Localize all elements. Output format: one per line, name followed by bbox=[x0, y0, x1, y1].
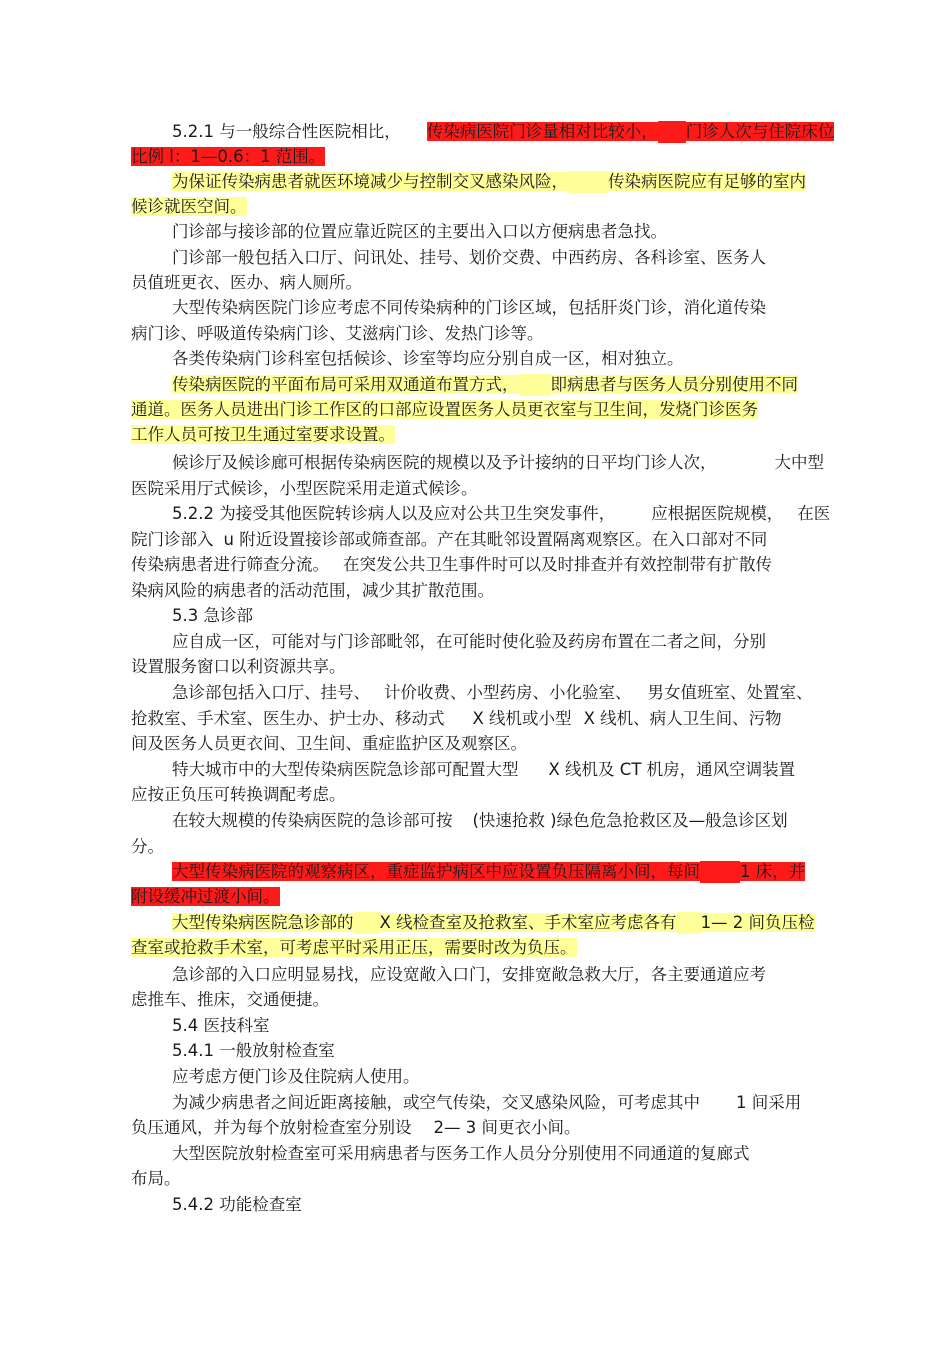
para-wait-line1 bbox=[172, 452, 824, 474]
para-text: X 线机、病人卫生间、污物 bbox=[583, 709, 782, 728]
para-er7-line2 bbox=[131, 989, 329, 1011]
heading-5-4-2 bbox=[172, 1194, 302, 1216]
para-text: 布局。 bbox=[131, 1169, 181, 1188]
para-er6-line1 bbox=[172, 912, 815, 934]
para-rad2-line2 bbox=[131, 1117, 581, 1139]
highlight-red: 大型传染病医院的观察病区，重症监护病区中应设置负压隔离小间，每间 bbox=[172, 862, 700, 881]
highlight-red: 1 床，并 bbox=[740, 862, 806, 881]
para-er5-line1 bbox=[172, 861, 805, 883]
para-text: 在较大规模的传染病医院的急诊部可按 bbox=[172, 811, 453, 830]
highlight-yellow: 工作人员可按卫生通过室要求设置。 bbox=[131, 425, 395, 444]
para-text: 门诊部与接诊部的位置应靠近院区的主要出入口以方便病患者急找。 bbox=[172, 222, 667, 241]
para-text: 急诊部的入口应明显易找，应设宽敞入口门，安排宽敞急救大厅，各主要通道应考 bbox=[172, 965, 766, 984]
para-5-2-1-line2 bbox=[131, 146, 325, 168]
highlight-yellow: 1— 2 间负压检 bbox=[700, 913, 815, 932]
heading-5-4-1 bbox=[172, 1040, 335, 1062]
para-dual-line1 bbox=[172, 374, 798, 396]
para-text: X 线机或小型 bbox=[472, 709, 572, 728]
highlight-yellow: 传染病医院的平面布局可采用双通道布置方式， bbox=[172, 375, 519, 394]
para-text: 5.2.2 为接受其他医院转诊病人以及应对公共卫生突发事件， bbox=[172, 504, 616, 523]
para-text: 负压通风，并为每个放射检查室分别设 bbox=[131, 1118, 412, 1137]
heading-text: 5.3 急诊部 bbox=[172, 606, 253, 625]
para-text: 各类传染病门诊科室包括候诊、诊室等均应分别自成一区，相对独立。 bbox=[172, 349, 684, 368]
para-er4-line2 bbox=[131, 836, 164, 858]
heading-text: 5.4.1 一般放射检查室 bbox=[172, 1041, 335, 1060]
para-opd-line2 bbox=[131, 272, 362, 294]
highlight-red: 比例 l：1—0.6：1 范围。 bbox=[131, 147, 326, 166]
para-text: 大型医院放射检查室可采用病患者与医务工作人员分分别使用不同通道的复廊式 bbox=[172, 1144, 750, 1163]
para-text: u 附近设置接诊部或筛查部。产在其毗邻设置隔离观察区。在入口部对不同 bbox=[223, 530, 768, 549]
para-wait-line2 bbox=[131, 478, 478, 500]
para-text: 分。 bbox=[131, 837, 164, 856]
para-rad3-line2 bbox=[131, 1168, 181, 1190]
para-text: 急诊部包括入口厅、挂号、 bbox=[172, 683, 370, 702]
para-text: 5.2.1 与一般综合性医院相比， bbox=[172, 122, 401, 141]
para-dual-line2 bbox=[131, 399, 758, 421]
heading-5-3 bbox=[172, 605, 253, 627]
para-rad3-line1 bbox=[172, 1143, 750, 1165]
highlight-yellow: 传染病医院应有足够的室内 bbox=[608, 172, 806, 191]
para-er3-line2 bbox=[131, 784, 346, 806]
para-text: 应根据医院规模， bbox=[651, 504, 784, 523]
para-er5-line2 bbox=[131, 886, 280, 908]
para-er2-line2 bbox=[131, 708, 782, 730]
para-text: 男女值班室、处置室、 bbox=[647, 683, 813, 702]
para-text: 虑推车、推床，交通便捷。 bbox=[131, 990, 329, 1009]
highlight-yellow: X 线检查室及抢救室、手术室应考虑各有 bbox=[379, 913, 677, 932]
para-text: 候诊厅及候诊廊可根据传染病医院的规模以及予计接纳的日平均门诊人次， bbox=[172, 453, 717, 472]
para-er7-line1 bbox=[172, 964, 766, 986]
para-zones-line2 bbox=[131, 323, 544, 345]
para-dual-line3 bbox=[131, 424, 395, 446]
heading-text: 5.4.2 功能检查室 bbox=[172, 1195, 302, 1214]
para-5-2-1-line1 bbox=[172, 121, 834, 143]
para-independent bbox=[172, 348, 684, 370]
highlight-yellow: 查室或抢救手术室，可考虑平时采用正压，需要时改为负压。 bbox=[131, 938, 577, 957]
highlight-red: 传染病医院门诊量相对比较小， bbox=[426, 122, 658, 141]
highlight-red: 门诊人次与住院床位 bbox=[685, 122, 835, 141]
para-text: 大中型 bbox=[774, 453, 824, 472]
para-er1-line1 bbox=[172, 631, 766, 653]
para-text: 应自成一区，可能对与门诊部毗邻，在可能时使化验及药房布置在二者之间，分别 bbox=[172, 632, 766, 651]
para-5-2-2-line2 bbox=[131, 529, 767, 551]
para-er3-line1 bbox=[172, 759, 795, 781]
para-zones-line1 bbox=[172, 297, 766, 319]
para-text: 1 间采用 bbox=[736, 1093, 802, 1112]
para-text: 2— 3 间更衣小间。 bbox=[433, 1118, 581, 1137]
para-5-2-2-line4 bbox=[131, 580, 494, 602]
para-5-2-2-line3 bbox=[131, 554, 772, 576]
highlight-red: 附设缓冲过渡小间。 bbox=[131, 887, 280, 906]
para-text: 应按正负压可转换调配考虑。 bbox=[131, 785, 346, 804]
para-er2-line1 bbox=[172, 682, 813, 704]
para-er2-line3 bbox=[131, 733, 527, 755]
para-opd-line1 bbox=[172, 247, 766, 269]
highlight-yellow: 候诊就医空间。 bbox=[131, 197, 247, 216]
para-text: (快速抢救 )绿色危急抢救区及—般急诊区划 bbox=[472, 811, 788, 830]
highlight-yellow: 为保证传染病患者就医环境减少与控制交叉感染风险， bbox=[172, 172, 568, 191]
para-env-line1 bbox=[172, 171, 806, 193]
highlight-yellow: 即病患者与医务人员分别使用不同 bbox=[550, 375, 798, 394]
para-text: 特大城市中的大型传染病医院急诊部可配置大型 bbox=[172, 760, 519, 779]
para-text: X 线机及 CT 机房，通风空调装置 bbox=[548, 760, 796, 779]
para-text: 计价收费、小型药房、小化验室、 bbox=[384, 683, 632, 702]
para-text: 为减少病患者之间近距离接触，或空气传染，交叉感染风险，可考虑其中 bbox=[172, 1093, 700, 1112]
heading-text: 5.4 医技科室 bbox=[172, 1016, 270, 1035]
para-text: 传染病患者进行筛查分流。 bbox=[131, 555, 329, 574]
para-text: 间及医务人员更衣间、卫生间、重症监护区及观察区。 bbox=[131, 734, 527, 753]
para-er1-line2 bbox=[131, 656, 346, 678]
para-text: 员值班更衣、医办、病人厕所。 bbox=[131, 273, 362, 292]
para-5-2-2-line1 bbox=[172, 503, 830, 525]
para-text: 在突发公共卫生事件时可以及时排查并有效控制带有扩散传 bbox=[343, 555, 772, 574]
para-text: 应考虑方便门诊及住院病人使用。 bbox=[172, 1067, 420, 1086]
para-rad2-line1 bbox=[172, 1092, 801, 1114]
heading-5-4 bbox=[172, 1015, 270, 1037]
para-text: 在医 bbox=[797, 504, 831, 523]
para-text: 大型传染病医院门诊应考虑不同传染病种的门诊区域，包括肝炎门诊，消化道传染 bbox=[172, 298, 766, 317]
highlight-yellow: 通道。医务人员进出门诊工作区的口部应设置医务人员更衣室与卫生间，发烧门诊医务 bbox=[131, 400, 758, 419]
para-text: 院门诊部入 bbox=[131, 530, 214, 549]
para-text: 抢救室、手术室、医生办、护士办、移动式 bbox=[131, 709, 445, 728]
para-text: 病门诊、呼吸道传染病门诊、艾滋病门诊、发热门诊等。 bbox=[131, 324, 544, 343]
para-text: 染病风险的病患者的活动范围，减少其扩散范围。 bbox=[131, 581, 494, 600]
para-text: 医院采用厅式候诊，小型医院采用走道式候诊。 bbox=[131, 479, 478, 498]
para-er4-line1 bbox=[172, 810, 788, 832]
para-location bbox=[172, 221, 667, 243]
para-text: 设置服务窗口以利资源共享。 bbox=[131, 657, 346, 676]
para-text: 门诊部一般包括入口厅、问讯处、挂号、划价交费、中西药房、各科诊室、医务人 bbox=[172, 248, 766, 267]
para-er6-line2 bbox=[131, 937, 577, 959]
para-env-line2 bbox=[131, 196, 247, 218]
highlight-yellow: 大型传染病医院急诊部的 bbox=[172, 913, 354, 932]
para-rad1 bbox=[172, 1066, 420, 1088]
